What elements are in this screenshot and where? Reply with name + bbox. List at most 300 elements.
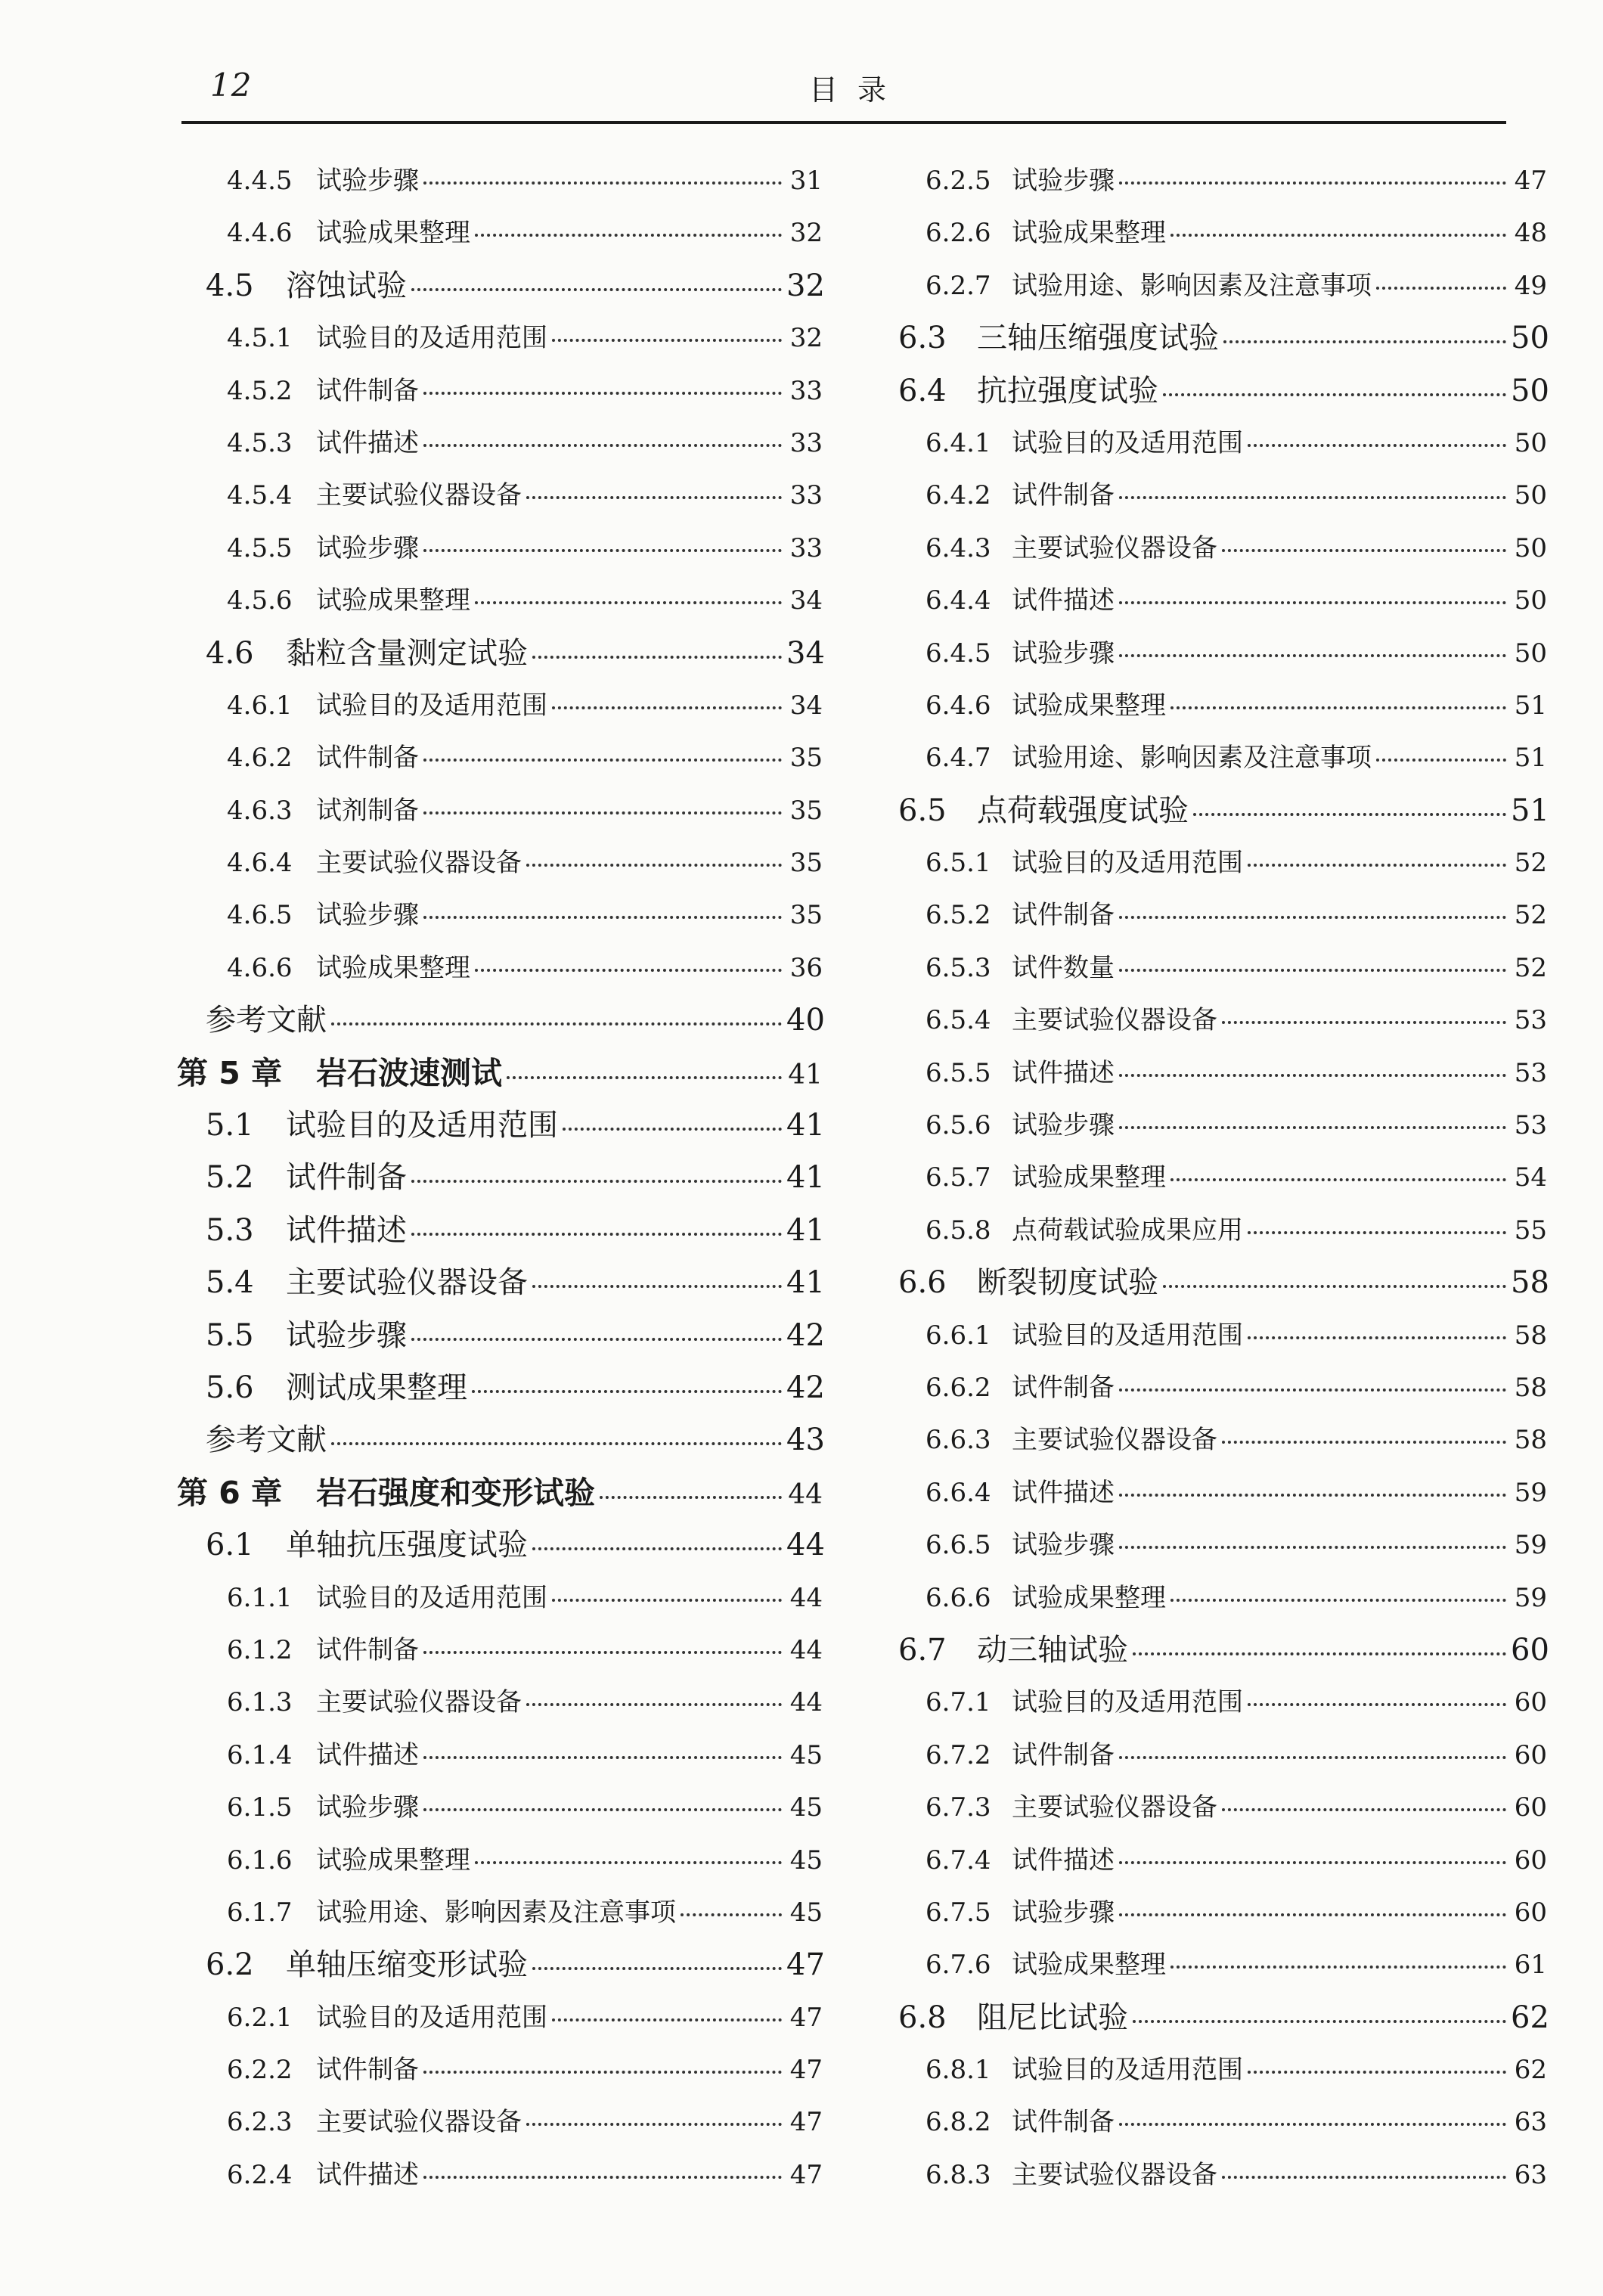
toc-entry-page: 31	[789, 166, 823, 196]
toc-entry[interactable]	[897, 1677, 1547, 1729]
toc-entry-number: 6.1.3	[227, 1687, 293, 1718]
toc-entry-number: 6.6.2	[926, 1372, 991, 1403]
toc-entry-page: 59	[1514, 1477, 1547, 1508]
dot-leader	[411, 1180, 782, 1183]
toc-entry-page: 62	[1511, 2000, 1549, 2035]
toc-entry-page: 35	[789, 795, 823, 826]
toc-entry-number: 4.6.2	[227, 743, 293, 774]
toc-entry-title: 试验用途、影响因素及注意事项	[1012, 743, 1372, 774]
toc-entry-title: 参考文献	[206, 1423, 327, 1458]
toc-entry-page: 47	[789, 2159, 823, 2190]
toc-entry[interactable]	[172, 1730, 823, 1782]
dot-leader	[526, 2123, 782, 2126]
toc-entry-number: 4.5.3	[227, 427, 293, 458]
toc-entry-title: 试验目的及适用范围	[1012, 848, 1243, 879]
toc-entry[interactable]	[172, 994, 823, 1047]
toc-entry-title: 点荷载试验成果应用	[1012, 1215, 1243, 1246]
dot-leader	[423, 444, 782, 447]
dot-leader	[1119, 1388, 1506, 1392]
toc-entry-page: 42	[786, 1317, 825, 1353]
toc-entry[interactable]	[897, 1257, 1547, 1309]
dot-leader	[1119, 1126, 1506, 1129]
toc-entry-title: 试验目的及适用范围	[316, 1582, 547, 1613]
toc-entry[interactable]	[897, 889, 1547, 942]
toc-entry-title: 试验步骤	[316, 900, 419, 931]
toc-entry[interactable]	[172, 785, 823, 837]
toc-entry[interactable]	[897, 1782, 1547, 1834]
toc-entry-title: 试件描述	[316, 427, 419, 458]
toc-entry-title: 动三轴试验	[977, 1632, 1128, 1668]
toc-entry-title: 试验目的及适用范围	[286, 1108, 558, 1143]
toc-entry-number: 6.5.6	[926, 1110, 991, 1141]
dot-leader	[1119, 1546, 1506, 1549]
toc-entry-title: 断裂韧度试验	[977, 1265, 1158, 1301]
toc-entry-title: 主要试验仪器设备	[1012, 2159, 1217, 2190]
dot-leader	[1133, 1652, 1506, 1655]
toc-entry-page: 45	[789, 1739, 823, 1770]
dot-leader	[423, 916, 782, 919]
toc-entry-page: 32	[789, 323, 823, 354]
toc-entry-title: 试件描述	[1012, 585, 1115, 616]
dot-leader	[1119, 1074, 1506, 1077]
toc-entry[interactable]	[897, 1205, 1547, 1257]
dot-leader	[552, 1599, 782, 1602]
toc-entry-title: 三轴压缩强度试验	[977, 321, 1219, 356]
toc-entry-title: 试件描述	[1012, 1057, 1115, 1088]
dot-leader	[1133, 2020, 1506, 2023]
toc-entry-page: 51	[1514, 743, 1547, 774]
toc-entry-title: 试件制备	[316, 2055, 419, 2086]
toc-entry-number: 6.5.5	[926, 1057, 991, 1088]
dot-leader	[1119, 1756, 1506, 1759]
toc-entry-title: 试验目的及适用范围	[1012, 1320, 1243, 1351]
toc-entry[interactable]	[172, 1310, 823, 1362]
toc-entry-page: 58	[1514, 1425, 1547, 1456]
dot-leader	[1193, 813, 1506, 816]
toc-entry[interactable]	[172, 2044, 823, 2096]
toc-entry-number: 4.6.5	[227, 900, 293, 931]
toc-entry-title: 试验成果整理	[316, 952, 470, 983]
toc-left-column	[172, 155, 823, 2201]
toc-entry[interactable]	[897, 365, 1547, 417]
toc-entry[interactable]	[897, 942, 1547, 994]
toc-entry[interactable]	[172, 837, 823, 889]
dot-leader	[1170, 1966, 1506, 1969]
toc-entry-number: 6.4.1	[926, 427, 991, 458]
dot-leader	[600, 1496, 782, 1499]
toc-entry[interactable]	[897, 1362, 1547, 1414]
toc-entry[interactable]	[172, 1100, 823, 1152]
toc-entry[interactable]	[172, 312, 823, 365]
toc-entry-number: 4.5.2	[227, 375, 293, 406]
toc-entry-title: 主要试验仪器设备	[316, 480, 522, 511]
dot-leader	[1119, 182, 1506, 185]
toc-entry[interactable]	[172, 889, 823, 942]
toc-entry-page: 44	[789, 1687, 823, 1718]
toc-entry-number: 5.3	[206, 1212, 254, 1248]
dot-leader	[475, 601, 782, 604]
toc-entry-page: 36	[789, 952, 823, 983]
dot-leader	[526, 496, 782, 499]
toc-entry[interactable]	[172, 1939, 823, 1991]
toc-entry[interactable]	[897, 2149, 1547, 2201]
toc-entry-page: 63	[1514, 2159, 1547, 2190]
toc-entry-page: 53	[1514, 1110, 1547, 1141]
toc-entry-page: 49	[1514, 270, 1547, 301]
toc-entry[interactable]	[172, 1414, 823, 1466]
toc-entry-title: 试件制备	[1012, 480, 1115, 511]
toc-entry-number: 6.4.6	[926, 690, 991, 721]
toc-entry[interactable]	[172, 470, 823, 522]
toc-entry[interactable]	[897, 155, 1547, 207]
toc-entry[interactable]	[897, 1835, 1547, 1887]
toc-entry-number: 6.1	[206, 1528, 254, 1563]
dot-leader	[423, 811, 782, 814]
dot-leader	[423, 2176, 782, 2179]
toc-entry[interactable]	[897, 1887, 1547, 1939]
toc-entry-page: 60	[1514, 1739, 1547, 1770]
toc-entry-title: 试件描述	[1012, 1477, 1115, 1508]
dot-leader	[552, 339, 782, 342]
toc-entry-page: 47	[789, 2055, 823, 2086]
toc-entry-page: 53	[1514, 1057, 1547, 1088]
dot-leader	[1163, 1285, 1506, 1288]
toc-entry-number: 6.2.6	[926, 218, 991, 249]
toc-entry[interactable]	[172, 1205, 823, 1257]
toc-entry[interactable]	[897, 2044, 1547, 2096]
toc-entry-number: 5.2	[206, 1160, 254, 1196]
toc-entry[interactable]	[172, 1782, 823, 1834]
toc-entry-title: 试验目的及适用范围	[1012, 427, 1243, 458]
toc-entry[interactable]	[172, 1519, 823, 1572]
toc-entry[interactable]	[897, 1047, 1547, 1100]
dot-leader	[1119, 601, 1506, 604]
toc-entry[interactable]	[172, 260, 823, 312]
toc-entry-page: 45	[789, 1845, 823, 1876]
toc-entry[interactable]	[172, 1257, 823, 1309]
toc-entry-title: 试验成果整理	[316, 1845, 470, 1876]
toc-entry[interactable]	[172, 1572, 823, 1624]
toc-entry-page: 35	[789, 848, 823, 879]
toc-entry-title: 点荷载强度试验	[977, 793, 1189, 828]
dot-leader	[1170, 706, 1506, 709]
toc-entry[interactable]	[897, 1939, 1547, 1991]
toc-entry-title: 试验步骤	[1012, 1897, 1115, 1928]
toc-entry-number: 6.8.1	[926, 2055, 991, 2086]
toc-entry-number: 6.7.3	[926, 1792, 991, 1823]
toc-entry-number: 6.1.1	[227, 1582, 293, 1613]
toc-entry[interactable]	[897, 575, 1547, 627]
toc-entry-page: 60	[1514, 1897, 1547, 1928]
toc-entry-page: 55	[1514, 1215, 1547, 1246]
toc-entry-title: 试件描述	[316, 2159, 419, 2190]
dot-leader	[423, 392, 782, 395]
toc-entry-number: 4.4.6	[227, 218, 293, 249]
toc-entry-number: 6.7.4	[926, 1845, 991, 1876]
toc-entry-page: 50	[1511, 373, 1549, 408]
toc-entry-number: 6.5.7	[926, 1162, 991, 1193]
toc-entry[interactable]	[897, 1467, 1547, 1519]
toc-entry-number: 4.5.5	[227, 532, 293, 563]
dot-leader	[1248, 1336, 1506, 1339]
toc-entry-page: 40	[786, 1003, 825, 1038]
dot-leader	[1119, 1913, 1506, 1916]
dot-leader	[681, 1913, 782, 1916]
toc-entry-title: 试验成果整理	[1012, 1582, 1166, 1613]
toc-entry[interactable]	[172, 1467, 823, 1519]
toc-entry-title: 试验步骤	[1012, 1110, 1115, 1141]
toc-entry[interactable]	[172, 1887, 823, 1939]
toc-entry-number: 4.6.1	[227, 690, 293, 721]
toc-entry-page: 54	[1514, 1162, 1547, 1193]
toc-entry-number: 4.5.4	[227, 480, 293, 511]
toc-entry[interactable]	[172, 2096, 823, 2149]
toc-entry[interactable]	[897, 523, 1547, 575]
toc-entry-title: 试验成果整理	[316, 218, 470, 249]
toc-entry-page: 41	[786, 1108, 825, 1143]
toc-entry[interactable]	[897, 470, 1547, 522]
dot-leader	[1163, 393, 1506, 396]
toc-entry-title: 试验用途、影响因素及注意事项	[1012, 270, 1372, 301]
toc-entry-title: 试验成果整理	[1012, 1950, 1166, 1981]
toc-entry[interactable]	[897, 1519, 1547, 1572]
toc-right-column	[897, 155, 1547, 2201]
toc-entry[interactable]	[172, 365, 823, 417]
toc-entry-page: 35	[789, 743, 823, 774]
dot-leader	[1248, 1703, 1506, 1706]
toc-entry-title: 试验步骤	[1012, 1530, 1115, 1561]
dot-leader	[1170, 1599, 1506, 1602]
toc-entry[interactable]	[897, 785, 1547, 837]
toc-entry[interactable]	[172, 1677, 823, 1729]
toc-entry[interactable]	[897, 260, 1547, 312]
toc-entry[interactable]	[897, 1992, 1547, 2044]
toc-entry-number: 6.2.1	[227, 2002, 293, 2033]
toc-entry-number: 4.5.6	[227, 585, 293, 616]
toc-entry[interactable]	[172, 1624, 823, 1677]
toc-entry[interactable]	[172, 417, 823, 470]
dot-leader	[563, 1128, 782, 1131]
toc-entry-page: 44	[789, 1634, 823, 1665]
toc-entry-number: 6.1.4	[227, 1739, 293, 1770]
toc-entry-page: 34	[789, 585, 823, 616]
dot-leader	[1248, 444, 1506, 447]
dot-leader	[1222, 2176, 1506, 2179]
dot-leader	[423, 182, 782, 185]
toc-entry-title: 试验成果整理	[1012, 1162, 1166, 1193]
toc-entry-page: 50	[1511, 321, 1549, 356]
toc-entry-page: 44	[786, 1528, 825, 1563]
toc-entry-number: 6.1.7	[227, 1897, 293, 1928]
toc-entry-title: 黏粒含量测定试验	[286, 635, 528, 671]
toc-entry[interactable]	[897, 1100, 1547, 1152]
dot-leader	[1376, 759, 1506, 762]
toc-entry[interactable]	[897, 628, 1547, 680]
toc-entry-number: 6.7.6	[926, 1950, 991, 1981]
toc-entry-title: 测试成果整理	[286, 1370, 467, 1405]
toc-entry-page: 44	[788, 1478, 823, 1510]
toc-entry-page: 44	[789, 1582, 823, 1613]
toc-entry[interactable]	[172, 523, 823, 575]
toc-entry-title: 试验步骤	[316, 1792, 419, 1823]
toc-entry-number: 6.4.5	[926, 638, 991, 669]
dot-leader	[1222, 1441, 1506, 1444]
dot-leader	[423, 1651, 782, 1654]
toc-entry-page: 33	[789, 427, 823, 458]
toc-entry-number: 6.4.4	[926, 585, 991, 616]
toc-entry-page: 58	[1511, 1265, 1549, 1301]
dot-leader	[1248, 864, 1506, 867]
dot-leader	[472, 1390, 782, 1393]
toc-entry-page: 42	[786, 1370, 825, 1405]
toc-entry-title: 主要试验仪器设备	[316, 848, 522, 879]
toc-entry-number: 4.6.6	[227, 952, 293, 983]
toc-entry[interactable]	[897, 2096, 1547, 2149]
toc-entry-page: 45	[789, 1792, 823, 1823]
dot-leader	[507, 1076, 782, 1079]
toc-entry-number: 6.5.8	[926, 1215, 991, 1246]
dot-leader	[1222, 1021, 1506, 1024]
toc-entry-page: 50	[1514, 638, 1547, 669]
dot-leader	[1248, 1231, 1506, 1234]
toc-entry-title: 主要试验仪器设备	[316, 2107, 522, 2138]
toc-entry[interactable]	[897, 1414, 1547, 1466]
toc-entry[interactable]	[172, 942, 823, 994]
toc-entry[interactable]	[172, 1992, 823, 2044]
dot-leader	[1119, 1861, 1506, 1864]
toc-entry-number: 6.2	[206, 1947, 254, 1983]
toc-entry-page: 60	[1514, 1687, 1547, 1718]
toc-entry-title: 岩石强度和变形试验	[316, 1474, 595, 1511]
dot-leader	[423, 759, 782, 762]
toc-entry-page: 47	[789, 2107, 823, 2138]
toc-entry[interactable]	[897, 680, 1547, 732]
toc-entry[interactable]	[897, 837, 1547, 889]
toc-entry-title: 试件数量	[1012, 952, 1115, 983]
toc-entry-page: 33	[789, 375, 823, 406]
toc-entry[interactable]	[897, 994, 1547, 1047]
dot-leader	[526, 1703, 782, 1706]
toc-entry-number: 6.5.4	[926, 1005, 991, 1036]
toc-entry-title: 试件制备	[316, 375, 419, 406]
toc-entry[interactable]	[897, 1730, 1547, 1782]
toc-entry[interactable]	[172, 2149, 823, 2201]
toc-entry-number: 5.4	[206, 1265, 254, 1301]
toc-entry-title: 溶蚀试验	[286, 268, 407, 303]
toc-entry-number: 4.4.5	[227, 166, 293, 196]
toc-entry-number: 6.6.5	[926, 1530, 991, 1561]
toc-entry-page: 41	[786, 1265, 825, 1301]
toc-entry[interactable]	[172, 1362, 823, 1414]
dot-leader	[1119, 654, 1506, 657]
toc-entry-title: 试验目的及适用范围	[1012, 2055, 1243, 2086]
toc-entry-page: 62	[1514, 2055, 1547, 2086]
toc-entry-number: 6.4	[898, 373, 947, 408]
toc-entry-page: 43	[786, 1423, 825, 1458]
toc-entry[interactable]	[897, 1310, 1547, 1362]
toc-entry-number: 6.6	[898, 1265, 947, 1301]
toc-entry[interactable]	[897, 417, 1547, 470]
toc-entry[interactable]	[897, 1572, 1547, 1624]
dot-leader	[1248, 2071, 1506, 2074]
toc-entry-page: 47	[786, 1947, 825, 1983]
toc-entry-number: 6.2.5	[926, 166, 991, 196]
dot-leader	[1223, 340, 1506, 343]
dot-leader	[331, 1022, 782, 1025]
toc-entry-title: 试验步骤	[1012, 166, 1115, 196]
dot-leader	[331, 1442, 782, 1445]
dot-leader	[423, 549, 782, 552]
dot-leader	[475, 234, 782, 237]
toc-entry-number: 5.6	[206, 1370, 254, 1405]
toc-entry[interactable]	[897, 312, 1547, 365]
dot-leader	[423, 2071, 782, 2074]
toc-entry[interactable]	[172, 207, 823, 259]
toc-entry-title: 主要试验仪器设备	[1012, 1425, 1217, 1456]
toc-entry[interactable]	[897, 207, 1547, 259]
toc-entry-page: 41	[786, 1160, 825, 1196]
toc-entry-number: 5.5	[206, 1317, 254, 1353]
dot-leader	[1119, 969, 1506, 972]
toc-entry-title: 主要试验仪器设备	[1012, 532, 1217, 563]
dot-leader	[423, 1756, 782, 1759]
toc-entry-page: 33	[789, 532, 823, 563]
toc-entry-page: 32	[786, 268, 825, 303]
toc-entry[interactable]	[897, 1152, 1547, 1204]
toc-entry-page: 52	[1514, 848, 1547, 879]
dot-leader	[1222, 549, 1506, 552]
toc-entry-page: 45	[789, 1897, 823, 1928]
toc-entry-number: 4.6.3	[227, 795, 293, 826]
toc-entry-title: 试验目的及适用范围	[1012, 1687, 1243, 1718]
toc-entry[interactable]	[172, 1152, 823, 1204]
toc-entry[interactable]	[172, 575, 823, 627]
dot-leader	[1119, 496, 1506, 499]
toc-entry-title: 主要试验仪器设备	[286, 1265, 528, 1301]
toc-entry-number: 第 6 章	[177, 1474, 283, 1511]
toc-entry-number: 6.8.2	[926, 2107, 991, 2138]
toc-entry[interactable]	[172, 628, 823, 680]
dot-leader	[1119, 1494, 1506, 1497]
dot-leader	[1170, 234, 1506, 237]
toc-entry-page: 50	[1514, 532, 1547, 563]
toc-entry-title: 试件描述	[286, 1212, 407, 1248]
toc-entry-title: 试件制备	[316, 743, 419, 774]
toc-entry[interactable]	[172, 732, 823, 784]
toc-entry-number: 6.7.1	[926, 1687, 991, 1718]
toc-entry-number: 6.2.3	[227, 2107, 293, 2138]
toc-entry-title: 试件描述	[316, 1739, 419, 1770]
toc-entry-title: 试验成果整理	[1012, 690, 1166, 721]
toc-entry[interactable]	[172, 155, 823, 207]
toc-entry-page: 33	[789, 480, 823, 511]
toc-entry-page: 58	[1514, 1320, 1547, 1351]
toc-entry[interactable]	[897, 1624, 1547, 1677]
toc-entry-number: 4.5	[206, 268, 254, 303]
toc-entry-number: 5.1	[206, 1108, 254, 1143]
toc-entry[interactable]	[172, 1835, 823, 1887]
toc-entry[interactable]	[172, 1047, 823, 1100]
toc-entry-title: 阻尼比试验	[977, 2000, 1128, 2035]
toc-entry[interactable]	[172, 680, 823, 732]
toc-entry[interactable]	[897, 732, 1547, 784]
toc-entry-title: 试验步骤	[1012, 638, 1115, 669]
toc-entry-number: 6.6.3	[926, 1425, 991, 1456]
dot-leader	[411, 1338, 782, 1341]
dot-leader	[1119, 2123, 1506, 2126]
dot-leader	[423, 1808, 782, 1811]
toc-entry-number: 4.6	[206, 635, 254, 671]
